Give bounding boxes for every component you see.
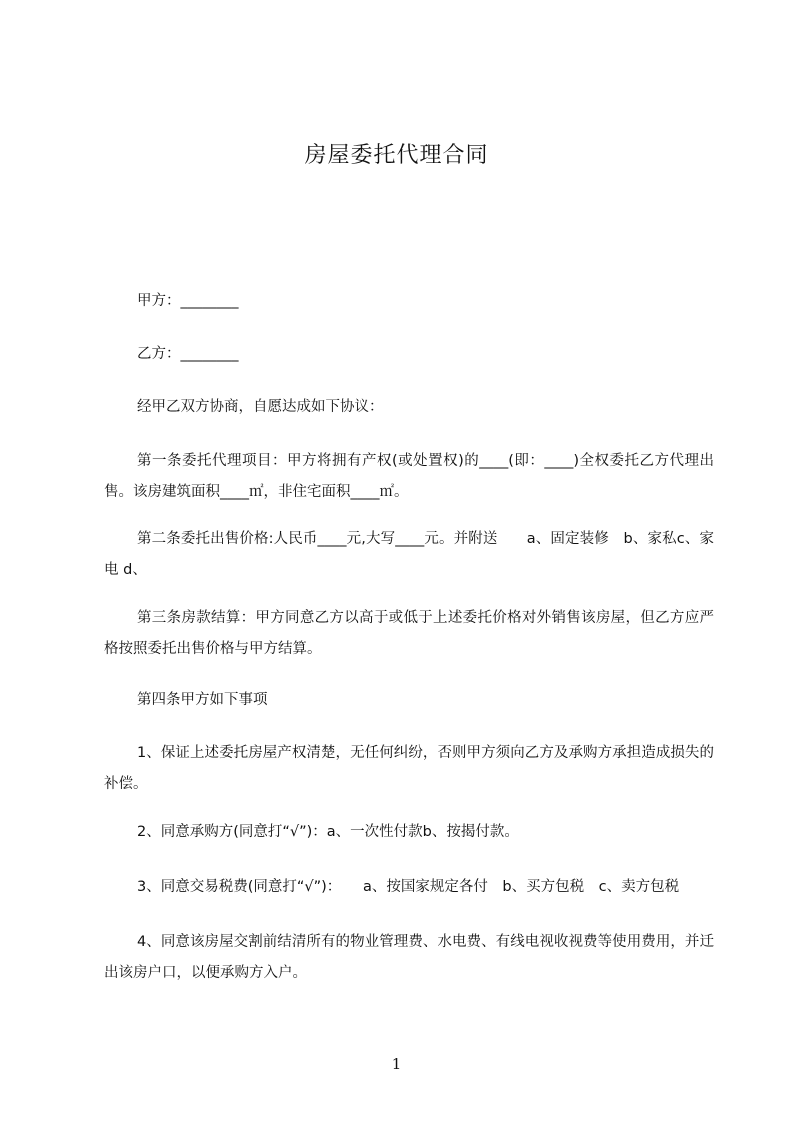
page-number: 1: [391, 1055, 402, 1073]
article-4-item-1: 1、保证上述委托房屋产权清楚，无任何纠纷，否则甲方须向乙方及承购方承担造成损失的补偿。: [104, 745, 714, 792]
party-a-line: 甲方：________: [137, 293, 239, 309]
article-4-item-4: 4、同意该房屋交割前结清所有的物业管理费、水电费、有线电视收视费等使用费用，并迁出该房户口，以便承购方入户。: [104, 934, 714, 981]
article-4-item-2: 2、同意承购方(同意打“√”)：a、一次性付款b、按揭付款。: [137, 824, 519, 840]
article-2-paragraph: 第二条委托出售价格:人民币____元,大写____元。并附送 a、固定装修 b、家私c、家电 d、: [104, 531, 714, 578]
article-4-item-3: 3、同意交易税费(同意打“√”)： a、按国家规定各付 b、买方包税 c、卖方包税: [137, 879, 680, 895]
article-1-paragraph: 第一条委托代理项目：甲方将拥有产权(或处置权)的____(即：____)全权委托乙方代理出售。该房建筑面积____㎡，非住宅面积____㎡。: [104, 453, 714, 500]
preamble-text: 经甲乙双方协商，自愿达成如下协议：: [137, 399, 384, 415]
article-3-paragraph: 第三条房款结算：甲方同意乙方以高于或低于上述委托价格对外销售该房屋，但乙方应严格按照委托出售价格与甲方结算。: [104, 610, 714, 657]
article-4-heading: 第四条甲方如下事项: [137, 692, 268, 708]
party-b-line: 乙方：________: [137, 346, 239, 362]
document-title: 房屋委托代理合同: [304, 143, 489, 168]
